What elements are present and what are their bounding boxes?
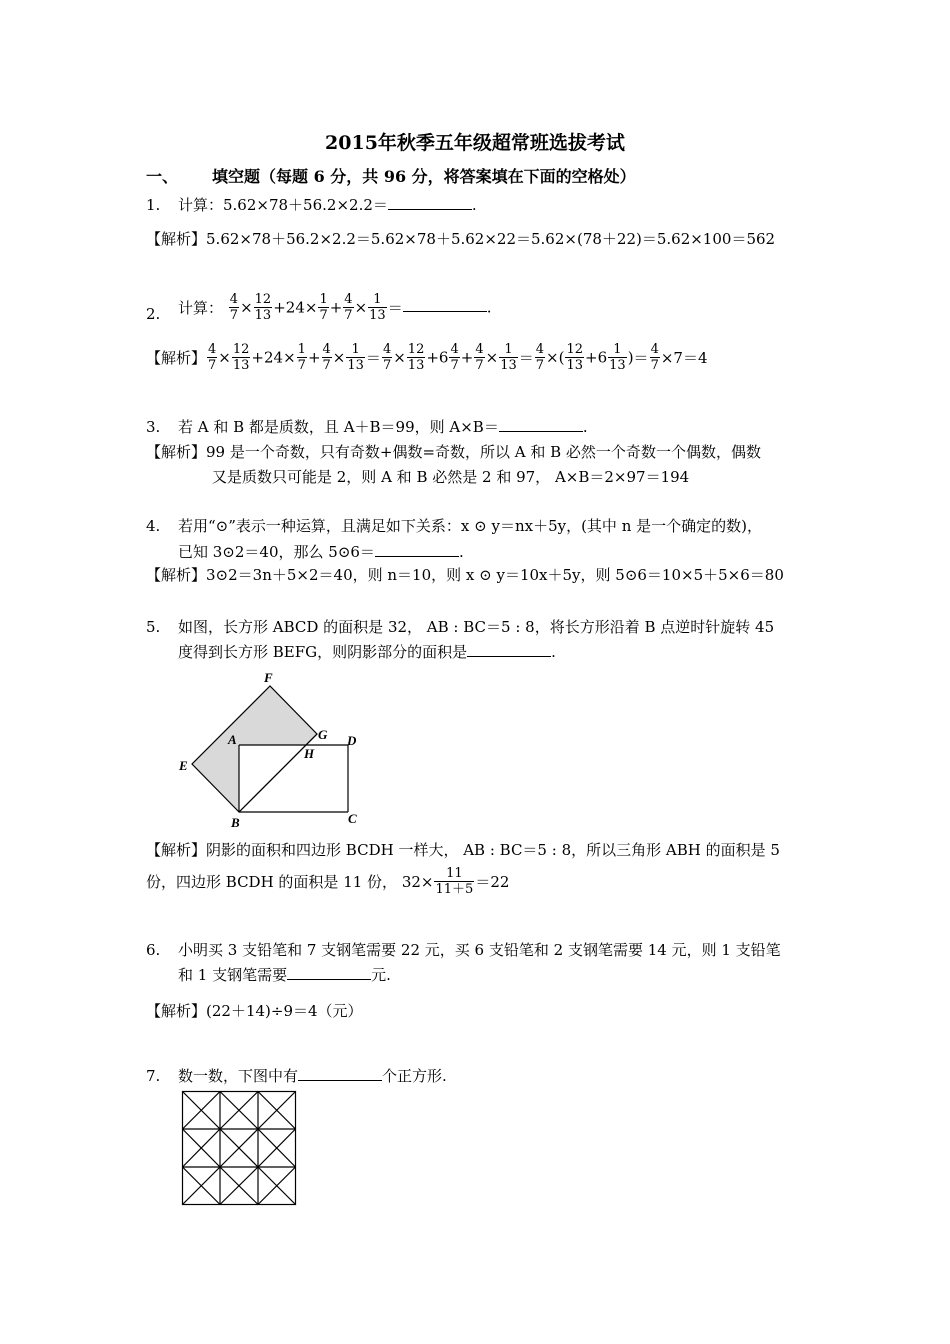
q7-line: [178, 1067, 447, 1085]
op: ＝: [633, 349, 649, 367]
op: ): [627, 348, 634, 367]
frac-numerator: 4: [475, 342, 484, 357]
analysis-label: 【解析】: [146, 230, 207, 248]
q5-analysis-line1: [146, 841, 780, 859]
q2-analysis: [146, 342, 708, 373]
label-h: H: [304, 746, 315, 761]
q5-question-1: 如图，长方形 ABCD 的面积是 32， AB : BC＝5 : 8，将长方形沿着 B 点逆时针旋转 45: [178, 618, 775, 636]
q4-answer-blank: [375, 556, 459, 557]
frac-denominator: 13: [232, 358, 250, 373]
frac-numerator: 4: [382, 342, 392, 357]
frac-denominator: 7: [322, 358, 331, 373]
frac-numerator: 1: [608, 342, 627, 358]
q3-number: 3.: [146, 418, 161, 436]
frac-numerator: 4: [322, 342, 331, 357]
frac-numerator: 4: [344, 292, 353, 307]
q3-analysis-1: 99 是一个奇数，只有奇数+偶数=奇数，所以 A 和 B 必然一个奇数一个偶数，偶数: [206, 443, 761, 461]
frac-numerator: 4: [450, 342, 459, 357]
frac-denominator: 7: [319, 308, 328, 323]
q4-number: 4.: [146, 517, 161, 535]
q7-suffix: 个正方形.: [382, 1067, 447, 1085]
op: ×: [218, 348, 231, 367]
q6-answer-blank: [287, 979, 371, 980]
q5-analysis-2-suffix: ＝22: [475, 873, 510, 891]
frac-denominator: 13: [566, 358, 584, 373]
frac-numerator: 11: [434, 866, 474, 882]
q5-analysis-1: 阴影的面积和四边形 BCDH 一样大， AB : BC＝5 : 8，所以三角形 ABH 的面积是 5: [206, 841, 780, 859]
label-d: D: [347, 733, 357, 748]
op: ＝: [518, 349, 534, 367]
frac-numerator: 12: [254, 292, 272, 307]
q7-number: 7.: [146, 1067, 161, 1085]
q5-number: 5.: [146, 618, 161, 636]
section-heading: 填空题（每题 6 分，共 96 分，将答案填在下面的空格处）: [212, 167, 636, 186]
q1-line: [178, 196, 477, 214]
frac-numerator: 12: [566, 342, 584, 357]
q6-question-2: 和 1 支钢笔需要: [178, 966, 288, 984]
q2-number: 2.: [146, 305, 161, 323]
frac-denominator: 11＋5: [435, 882, 474, 897]
q2-question: [178, 292, 492, 323]
frac-numerator: 12: [232, 342, 250, 357]
q2-answer-blank: [403, 311, 487, 312]
q6-line2: [178, 966, 391, 984]
op: +: [329, 298, 343, 317]
frac-numerator: 4: [650, 342, 659, 357]
frac-denominator: 13: [347, 358, 364, 373]
frac-denominator: 7: [344, 308, 353, 323]
op: (: [558, 348, 565, 367]
frac-denominator: 7: [208, 358, 217, 373]
frac-denominator: 13: [609, 358, 626, 373]
frac-numerator: 1: [368, 292, 387, 308]
label-e: E: [179, 758, 188, 773]
label-b: B: [231, 815, 240, 830]
q6-number: 6.: [146, 941, 161, 959]
q6-question-1: 小明买 3 支铅笔和 7 支钢笔需要 22 元，买 6 支铅笔和 2 支钢笔需要 14 元，则 1 支铅笔: [178, 941, 781, 959]
q5-answer-blank: [467, 656, 551, 657]
frac-numerator: 1: [499, 342, 518, 358]
frac-denominator: 7: [450, 358, 459, 373]
q3-line: [178, 418, 588, 436]
frac-denominator: 13: [500, 358, 517, 373]
analysis-label: 【解析】: [146, 349, 207, 367]
q5-period: .: [551, 643, 556, 661]
frac-numerator: 12: [407, 342, 425, 357]
q4-period: .: [458, 543, 464, 561]
q1-question: 计算：5.62×78＋56.2×2.2＝: [178, 196, 388, 214]
frac-numerator: 1: [346, 342, 365, 358]
op: ×: [332, 348, 346, 367]
q6-unit: 元.: [371, 966, 391, 984]
q7-question: 数一数，下图中有: [178, 1067, 299, 1085]
frac-denominator: 7: [382, 358, 392, 373]
section-number: 一、: [146, 167, 179, 186]
frac-denominator: 7: [650, 358, 659, 373]
page-title: 2015年秋季五年级超常班选拔考试: [325, 132, 625, 154]
q1-analysis-line: [146, 230, 775, 248]
q5-line2: [178, 643, 556, 661]
label-c: C: [348, 811, 357, 826]
op: ＝: [387, 299, 403, 317]
q3-question: 若 A 和 B 都是质数，且 A＋B＝99，则 A×B＝: [178, 418, 499, 436]
op: +24×: [273, 298, 318, 317]
op: ×7＝4: [660, 349, 708, 367]
frac-denominator: 7: [229, 308, 239, 323]
frac-numerator: 1: [297, 342, 306, 357]
q4-analysis: 3⊙2＝3n＋5×2＝40，则 n＝10，则 x ⊙ y＝10x＋5y，则 5⊙6＝10×5＋5×6＝80: [206, 566, 784, 584]
analysis-label: 【解析】: [146, 1002, 207, 1020]
q5-question-2: 度得到长方形 BEFG，则阴影部分的面积是: [178, 643, 468, 661]
q5-analysis-2-prefix: 份，四边形 BCDH 的面积是 11 份， 32×: [146, 873, 434, 891]
q1-answer-blank: [388, 209, 472, 210]
frac-denominator: 13: [369, 308, 386, 323]
op: +: [460, 348, 474, 367]
q5-rotation-figure: [170, 668, 370, 833]
q5-analysis-line2: [146, 866, 509, 897]
op: ×: [485, 348, 499, 367]
q4-analysis-line: [146, 566, 784, 584]
frac-denominator: 13: [254, 308, 272, 323]
op: +6: [426, 348, 449, 367]
op: +: [307, 348, 321, 367]
frac-numerator: 4: [535, 342, 545, 357]
q3-period: .: [582, 418, 588, 436]
op: ×: [240, 298, 253, 317]
q4-question-2: 已知 3⊙2＝40，那么 5⊙6＝: [178, 543, 375, 561]
op: +24×: [251, 348, 296, 367]
frac-numerator: 1: [319, 292, 328, 307]
q1-period: .: [471, 196, 477, 214]
analysis-label: 【解析】: [146, 443, 207, 461]
q4-question-1: 若用“⊙”表示一种运算，且满足如下关系：x ⊙ y＝nx＋5y，(其中 n 是一个确定的数)，: [178, 517, 762, 535]
op: +6: [585, 348, 608, 367]
q7-answer-blank: [298, 1080, 382, 1081]
label-g: G: [318, 727, 328, 742]
frac-denominator: 13: [407, 358, 425, 373]
frac-denominator: 7: [475, 358, 484, 373]
frac-denominator: 7: [297, 358, 306, 373]
q1-analysis: 5.62×78＋56.2×2.2＝5.62×78＋5.62×22＝5.62×(78＋22)＝5.62×100＝562: [206, 230, 776, 248]
label-a: A: [228, 732, 237, 747]
frac-denominator: 7: [535, 358, 545, 373]
analysis-label: 【解析】: [146, 841, 207, 859]
q3-analysis-2: 又是质数只可能是 2，则 A 和 B 必然是 2 和 97， A×B＝2×97＝194: [212, 468, 690, 486]
q7-square-grid-figure: [181, 1090, 298, 1207]
q3-analysis-line1: [146, 443, 761, 461]
op: ×: [546, 348, 559, 367]
q2-period: .: [486, 298, 492, 317]
q6-analysis-line: [146, 1002, 363, 1020]
q2-prefix: 计算：: [178, 299, 224, 317]
op: ×: [354, 298, 368, 317]
q3-answer-blank: [499, 431, 583, 432]
op: ＝: [365, 349, 381, 367]
q1-number: 1.: [146, 196, 161, 214]
analysis-label: 【解析】: [146, 566, 207, 584]
label-f: F: [264, 670, 273, 685]
op: ×: [393, 348, 406, 367]
q6-analysis: (22＋14)÷9＝4（元）: [206, 1002, 363, 1020]
frac-numerator: 4: [229, 292, 239, 307]
q4-line2: [178, 543, 464, 561]
frac-numerator: 4: [208, 342, 217, 357]
